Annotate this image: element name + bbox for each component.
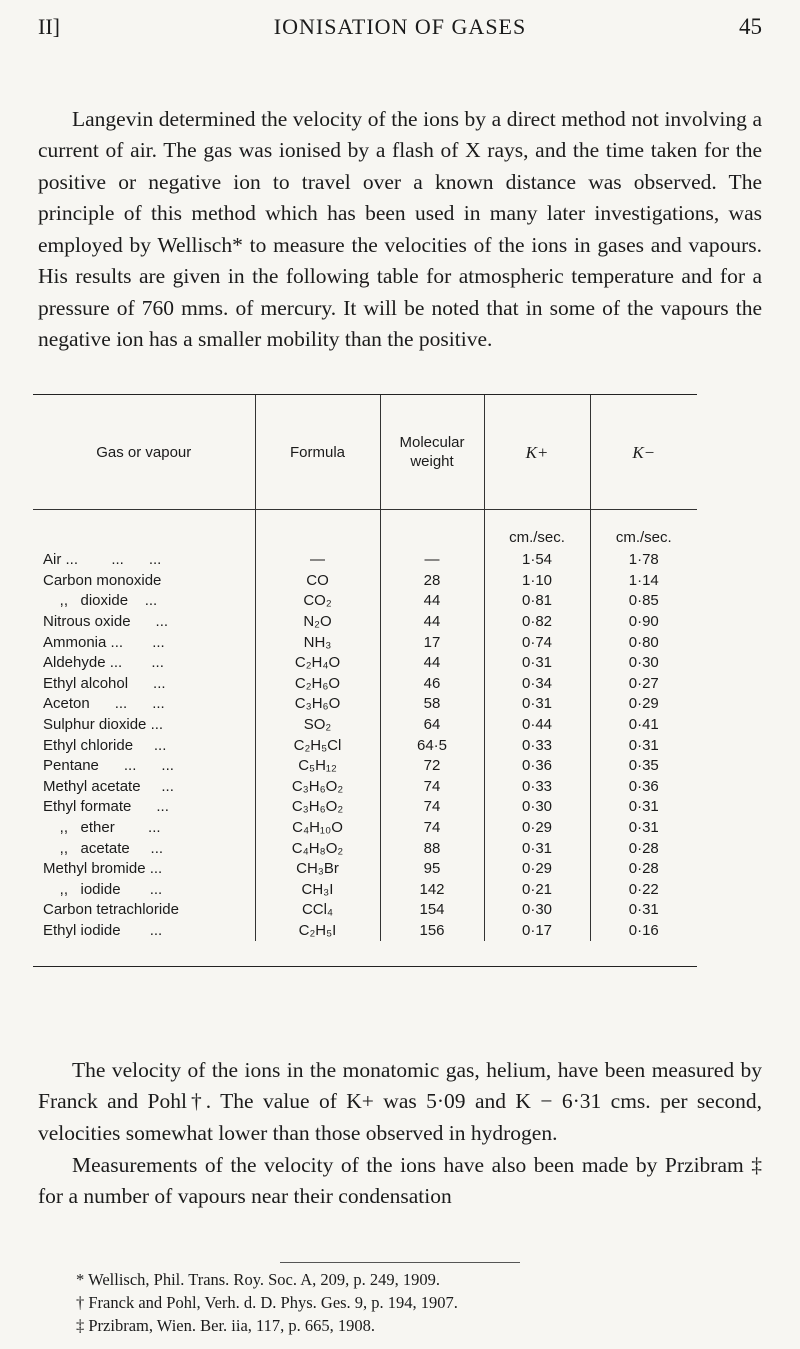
k-plus-cell: 1·54 <box>484 550 590 571</box>
formula-cell: C₅H₁₂ <box>255 756 380 777</box>
table-row <box>33 921 697 942</box>
table-row <box>33 859 697 880</box>
k-plus-cell: 0·17 <box>484 921 590 942</box>
gas-name-cell: Aceton ... ... <box>43 695 165 713</box>
formula-cell: C₄H₁₀O <box>255 818 380 839</box>
molecular-weight-cell: 64·5 <box>380 735 484 756</box>
header-formula: Formula <box>255 395 380 510</box>
table-row <box>33 777 697 798</box>
gas-name-cell: Ethyl chloride ... <box>43 736 167 754</box>
k-plus-cell: 1·10 <box>484 571 590 592</box>
molecular-weight-cell: 74 <box>380 797 484 818</box>
k-minus-cell: 0·80 <box>590 632 697 653</box>
k-minus-cell: 0·28 <box>590 838 697 859</box>
molecular-weight-cell: 95 <box>380 859 484 880</box>
footnote-rule <box>280 1262 520 1263</box>
table-row <box>33 674 697 695</box>
molecular-weight-cell: 156 <box>380 921 484 942</box>
formula-cell: NH₃ <box>255 632 380 653</box>
formula-cell: C₃H₆O₂ <box>255 797 380 818</box>
k-minus-cell: 1·78 <box>590 550 697 571</box>
table-row <box>33 797 697 818</box>
k-plus-cell: 0·74 <box>484 632 590 653</box>
k-minus-cell: 0·85 <box>590 591 697 612</box>
k-minus-cell: 0·27 <box>590 674 697 695</box>
running-title: IONISATION OF GASES <box>273 14 527 39</box>
k-plus-cell: 0·31 <box>484 694 590 715</box>
formula-cell: C₂H₅Cl <box>255 735 380 756</box>
k-minus-cell: 0·90 <box>590 612 697 633</box>
table-row <box>33 694 697 715</box>
gas-name-cell: Ethyl formate ... <box>43 798 169 816</box>
k-minus-cell: 0·35 <box>590 756 697 777</box>
molecular-weight-cell: 44 <box>380 653 484 674</box>
header-gas: Gas or vapour <box>33 395 255 510</box>
molecular-weight-cell: — <box>380 550 484 571</box>
formula-cell: C₂H₅I <box>255 921 380 942</box>
molecular-weight-cell: 88 <box>380 838 484 859</box>
formula-cell: C₂H₆O <box>255 674 380 695</box>
units-cell <box>380 510 484 551</box>
molecular-weight-cell: 44 <box>380 612 484 633</box>
k-minus-cell: 0·16 <box>590 921 697 942</box>
paragraph-langevin: Langevin determined the velocity of the ions by a direct method not involving a current of air. The gas was ionised by a flash of X rays, and the time taken for the positive or negative ion to travel over a known distance was observed. The principle of this method which has been used in many later investigations, was employed by Wellisch* to measure the velocities of the ions in gases and vapours. His results are given in the following table for atmospheric temperature and for a pressure of 760 mms. of mercury. It will be noted that in some of the vapours the negative ion has a smaller mobility than the positive. <box>38 106 762 351</box>
molecular-weight-cell: 142 <box>380 880 484 901</box>
footnote-przibram: ‡ Przibram, Wien. Ber. iia, 117, p. 665, 1908. <box>76 1316 376 1335</box>
units-cell <box>33 510 255 551</box>
gas-name-cell: ,, acetate ... <box>43 839 164 857</box>
gas-name-cell: ,, dioxide ... <box>43 592 158 610</box>
k-minus-cell: 0·31 <box>590 818 697 839</box>
k-minus-cell: 0·30 <box>590 653 697 674</box>
formula-cell: C₂H₄O <box>255 653 380 674</box>
gas-name-cell: Ethyl alcohol ... <box>43 674 166 692</box>
gas-name-cell: Aldehyde ... ... <box>43 654 164 672</box>
table-row <box>33 612 697 633</box>
formula-cell: CO₂ <box>255 591 380 612</box>
table-row <box>33 632 697 653</box>
units-cell: cm./sec. <box>484 510 590 551</box>
formula-cell: CH₃Br <box>255 859 380 880</box>
paragraph-przibram: Measurements of the velocity of the ions have also been made by Przibram ‡ for a number of vapours near their condensation <box>38 1152 762 1208</box>
molecular-weight-cell: 74 <box>380 777 484 798</box>
table-row <box>33 735 697 756</box>
k-plus-cell: 0·33 <box>484 777 590 798</box>
chapter-marker: II] <box>38 14 60 39</box>
gas-name-cell: Sulphur dioxide ... <box>43 716 164 734</box>
ion-velocity-table <box>33 394 697 967</box>
formula-cell: CH₃I <box>255 880 380 901</box>
molecular-weight-cell: 44 <box>380 591 484 612</box>
gas-name-cell: Methyl bromide ... <box>43 860 163 878</box>
molecular-weight-cell: 46 <box>380 674 484 695</box>
k-plus-cell: 0·29 <box>484 859 590 880</box>
gas-name-cell: Ammonia ... ... <box>43 633 165 651</box>
k-minus-cell: 0·36 <box>590 777 697 798</box>
units-cell <box>255 510 380 551</box>
k-plus-cell: 0·21 <box>484 880 590 901</box>
gas-name-cell: ,, ether ... <box>43 819 161 837</box>
table-row <box>33 900 697 921</box>
k-plus-cell: 0·82 <box>484 612 590 633</box>
k-minus-cell: 0·28 <box>590 859 697 880</box>
molecular-weight-cell: 64 <box>380 715 484 736</box>
formula-cell: SO₂ <box>255 715 380 736</box>
paragraph-helium: The velocity of the ions in the monatomic gas, helium, have been measured by Franck and Pohl†. The value of K+ was 5·09 and K − 6·31 cms. per second, velocities somewhat lower than those observed in hydrogen. <box>38 1057 762 1145</box>
k-minus-cell: 0·29 <box>590 694 697 715</box>
k-minus-cell: 0·31 <box>590 900 697 921</box>
formula-cell: C₄H₈O₂ <box>255 838 380 859</box>
footnote-wellisch: * Wellisch, Phil. Trans. Roy. Soc. A, 209, p. 249, 1909. <box>76 1270 440 1289</box>
gas-name-cell: Methyl acetate ... <box>43 777 174 795</box>
formula-cell: — <box>255 550 380 571</box>
gas-name-cell: Nitrous oxide ... <box>43 613 169 631</box>
k-plus-cell: 0·81 <box>484 591 590 612</box>
gas-name-cell: Air ... ... ... <box>43 551 162 569</box>
molecular-weight-cell: 74 <box>380 818 484 839</box>
k-plus-cell: 0·30 <box>484 797 590 818</box>
formula-cell: C₃H₆O <box>255 694 380 715</box>
units-cell: cm./sec. <box>590 510 697 551</box>
table-header-row <box>33 395 697 510</box>
formula-cell: N₂O <box>255 612 380 633</box>
table-row <box>33 550 697 571</box>
table-row <box>33 591 697 612</box>
table-row <box>33 653 697 674</box>
molecular-weight-cell: 72 <box>380 756 484 777</box>
k-plus-cell: 0·44 <box>484 715 590 736</box>
gas-name-cell: Ethyl iodide ... <box>43 921 163 939</box>
k-plus-cell: 0·33 <box>484 735 590 756</box>
molecular-weight-cell: 58 <box>380 694 484 715</box>
k-minus-cell: 0·31 <box>590 797 697 818</box>
k-plus-cell: 0·30 <box>484 900 590 921</box>
table-row <box>33 818 697 839</box>
table-row <box>33 756 697 777</box>
gas-name-cell: Carbon monoxide <box>43 571 162 589</box>
molecular-weight-cell: 28 <box>380 571 484 592</box>
table-row <box>33 880 697 901</box>
molecular-weight-cell: 17 <box>380 632 484 653</box>
gas-name-cell: ,, iodide ... <box>43 880 163 898</box>
header-molecular-weight: Molecular weight <box>380 395 484 510</box>
k-plus-cell: 0·34 <box>484 674 590 695</box>
k-minus-cell: 0·22 <box>590 880 697 901</box>
table-row <box>33 715 697 736</box>
data-table <box>33 395 697 941</box>
k-plus-cell: 0·29 <box>484 818 590 839</box>
formula-cell: CCl₄ <box>255 900 380 921</box>
k-minus-cell: 1·14 <box>590 571 697 592</box>
formula-cell: CO <box>255 571 380 592</box>
k-plus-cell: 0·36 <box>484 756 590 777</box>
units-row <box>33 510 697 551</box>
k-plus-cell: 0·31 <box>484 653 590 674</box>
gas-name-cell: Carbon tetrachloride <box>43 901 179 919</box>
running-head <box>38 14 762 50</box>
k-minus-cell: 0·41 <box>590 715 697 736</box>
table-row <box>33 571 697 592</box>
molecular-weight-cell: 154 <box>380 900 484 921</box>
formula-cell: C₃H₆O₂ <box>255 777 380 798</box>
k-plus-cell: 0·31 <box>484 838 590 859</box>
table-row <box>33 838 697 859</box>
gas-name-cell: Pentane ... ... <box>43 757 174 775</box>
header-k-plus: K+ <box>484 395 590 510</box>
page-number: 45 <box>739 14 762 39</box>
footnote-franck-pohl: † Franck and Pohl, Verh. d. D. Phys. Ges. 9, p. 194, 1907. <box>76 1293 458 1312</box>
header-k-minus: K− <box>590 395 697 510</box>
k-minus-cell: 0·31 <box>590 735 697 756</box>
